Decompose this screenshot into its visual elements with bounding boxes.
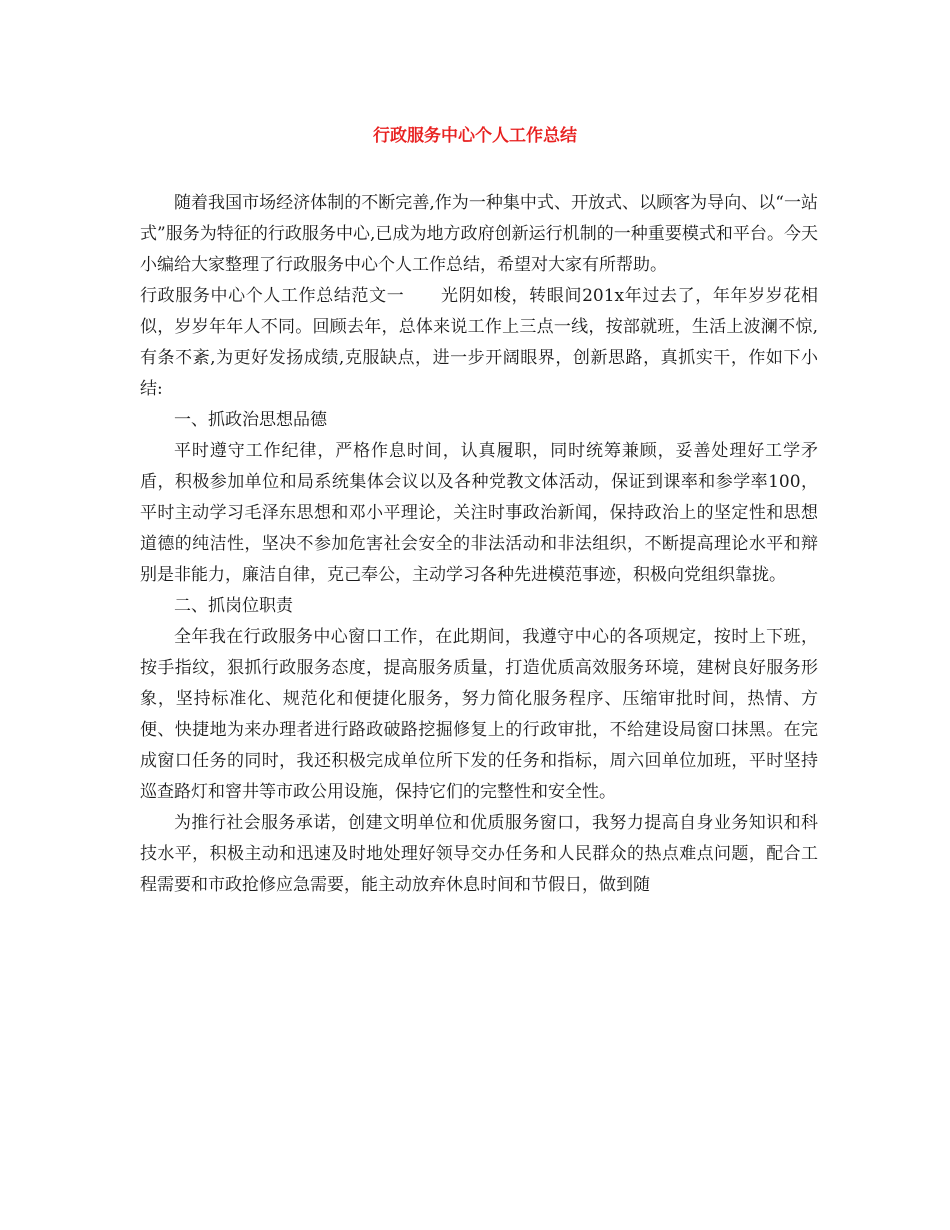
section1-heading: 一、抓政治思想品德 bbox=[174, 410, 327, 430]
section2-heading: 二、抓岗位职责 bbox=[174, 596, 293, 616]
fanwen-paragraph bbox=[140, 281, 818, 405]
section2-body-1: 全年我在行政服务中心窗口工作，在此期间，我遵守中心的各项规定，按时上下班，按手指纹，狠抓行政服务态度，提高服务质量，打造优质高效服务环境，建树良好服务形象，坚持标准化、规范化和便捷化服务，努力简化服务程序、压缩审批时间，热情、方便、快捷地为来办理者进行路政破路挖掘修复上的行政审批，不给建设局窗口抹黑。在完成窗口任务的同时，我还积极完成单位所下发的任务和指标，周六回单位加班，平时坚持巡查路灯和窨井等市政公用设施，保持它们的完整性和安全性。 bbox=[140, 627, 818, 802]
fanwen-intro: 光阴如梭，转眼间201x年过去了，年年岁岁花相似，岁岁年年人不同。回顾去年，总体来说工作上三点一线，按部就班，生活上波澜不惊,有条不紊,为更好发扬成绩,克服缺点，进一步开阔眼界，创新思路，真抓实干，作如下小结: bbox=[140, 286, 819, 399]
document-title: 行政服务中心个人工作总结 bbox=[373, 126, 577, 146]
intro-paragraph: 随着我国市场经济体制的不断完善,作为一种集中式、开放式、以顾客为导向、以“一站式”服务为特征的行政服务中心,已成为地方政府创新运行机制的一种重要模式和平台。今天小编给大家整理了行政服务中心个人工作总结，希望对大家有所帮助。 bbox=[140, 193, 818, 275]
section1-body: 平时遵守工作纪律，严格作息时间，认真履职，同时统筹兼顾，妥善处理好工学矛盾，积极参加单位和局系统集体会议以及各种党教文体活动，保证到课率和参学率100，平时主动学习毛泽东思想和邓小平理论，关注时事政治新闻，保持政治上的坚定性和思想道德的纯洁性，坚决不参加危害社会安全的非法活动和非法组织，不断提高理论水平和辩别是非能力，廉洁自律，克己奉公，主动学习各种先进模范事迹，积极向党组织靠拢。 bbox=[140, 441, 818, 585]
section2-body-2: 为推行社会服务承诺，创建文明单位和优质服务窗口，我努力提高自身业务知识和科技水平，积极主动和迅速及时地处理好领导交办任务和人民群众的热点难点问题，配合工程需要和市政抢修应急需要，能主动放弃休息时间和节假日，做到随 bbox=[140, 813, 818, 895]
fanwen-label: 行政服务中心个人工作总结范文一 bbox=[140, 286, 405, 306]
document-body bbox=[140, 188, 818, 901]
